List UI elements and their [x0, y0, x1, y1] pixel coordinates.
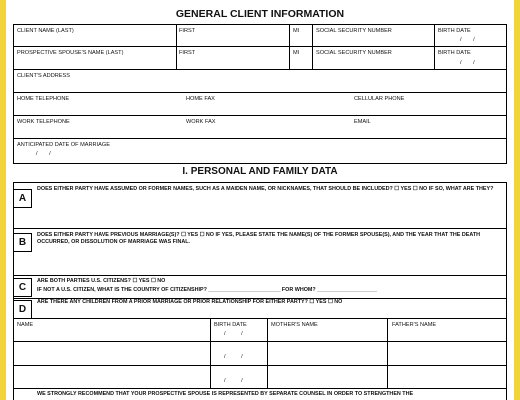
question-c-letter: C [13, 278, 32, 297]
form-sheet [6, 0, 514, 400]
marriage-date-slashes: / / [36, 151, 51, 157]
question-b-text: DOES EITHER PARTY HAVE PREVIOUS MARRIAGE(S)? ☐ YES ☐ NO IF YES, PLEASE STATE THE NAME(S) OF THE FORMER SPOUSE(S), AND THE YEAR THAT THE DEATH OCCURRED, OR DISSOLUTION OF MARRIAGE WAS FINAL. [37, 232, 481, 245]
spouse-mi-label: MI [293, 50, 300, 56]
question-a-letter: A [13, 189, 32, 208]
father-name-header: FATHER'S NAME [392, 322, 437, 328]
spouse-birth-date-label: BIRTH DATE [438, 50, 471, 56]
client-birth-date-label: BIRTH DATE [438, 28, 471, 34]
spouse-first-name-label: FIRST [179, 50, 196, 56]
child-name-header: NAME [17, 322, 34, 328]
email-label: EMAIL [354, 119, 371, 125]
client-ssn-label: SOCIAL SECURITY NUMBER [316, 28, 392, 34]
mother-name-header: MOTHER'S NAME [271, 322, 318, 328]
question-c-line2: IF NOT A U.S. CITIZEN, WHAT IS THE COUNTRY OF CITIZENSHIP? ________________________ FOR WHOM? ____________________ [37, 287, 378, 293]
footer-recommendation-text: WE STRONGLY RECOMMEND THAT YOUR PROSPECTIVE SPOUSE IS REPRESENTED BY SEPARATE COUNSEL IN ORDER TO STRENGTHEN THE [37, 391, 414, 397]
spouse-birth-date-slashes: / / [460, 60, 475, 66]
client-last-name-label: CLIENT NAME (LAST) [17, 28, 74, 34]
child-birth-date-header: BIRTH DATE [214, 322, 247, 328]
client-birth-date-slashes: / / [460, 37, 475, 43]
question-d-text: ARE THERE ANY CHILDREN FROM A PRIOR MARRIAGE OR PRIOR RELATIONSHIP FOR EITHER PARTY? ☐ YES ☐ NO [37, 299, 343, 305]
question-c-line1: ARE BOTH PARTIES U.S. CITIZENS? ☐ YES ☐ NO [37, 278, 166, 284]
client-address-label: CLIENT'S ADDRESS [17, 73, 70, 79]
question-b-letter: B [13, 233, 32, 252]
home-fax-label: HOME FAX [186, 96, 215, 102]
spouse-last-name-label: PROSPECTIVE SPOUSE'S NAME (LAST) [17, 50, 124, 56]
section-title: I. PERSONAL AND FAMILY DATA [182, 166, 338, 177]
anticipated-marriage-date-label: ANTICIPATED DATE OF MARRIAGE [17, 142, 110, 148]
cellular-phone-label: CELLULAR PHONE [354, 96, 405, 102]
work-telephone-label: WORK TELEPHONE [17, 119, 70, 125]
work-fax-label: WORK FAX [186, 119, 216, 125]
question-d-letter: D [13, 300, 32, 319]
question-a-text: DOES EITHER PARTY HAVE ASSUMED OR FORMER NAMES, SUCH AS A MAIDEN NAME, OR NICKNAMES, THAT SHOULD BE INCLUDED? ☐ YES ☐ NO IF SO, WHAT ARE THEY? [37, 186, 494, 192]
form-title: GENERAL CLIENT INFORMATION [175, 8, 345, 20]
spouse-ssn-label: SOCIAL SECURITY NUMBER [316, 50, 392, 56]
client-mi-label: MI [293, 28, 300, 34]
client-first-name-label: FIRST [179, 28, 196, 34]
child-date-slashes-1: / / [224, 331, 243, 337]
child-date-slashes-2: / / [224, 354, 243, 360]
child-date-slashes-3: / / [224, 378, 243, 384]
home-telephone-label: HOME TELEPHONE [17, 96, 70, 102]
